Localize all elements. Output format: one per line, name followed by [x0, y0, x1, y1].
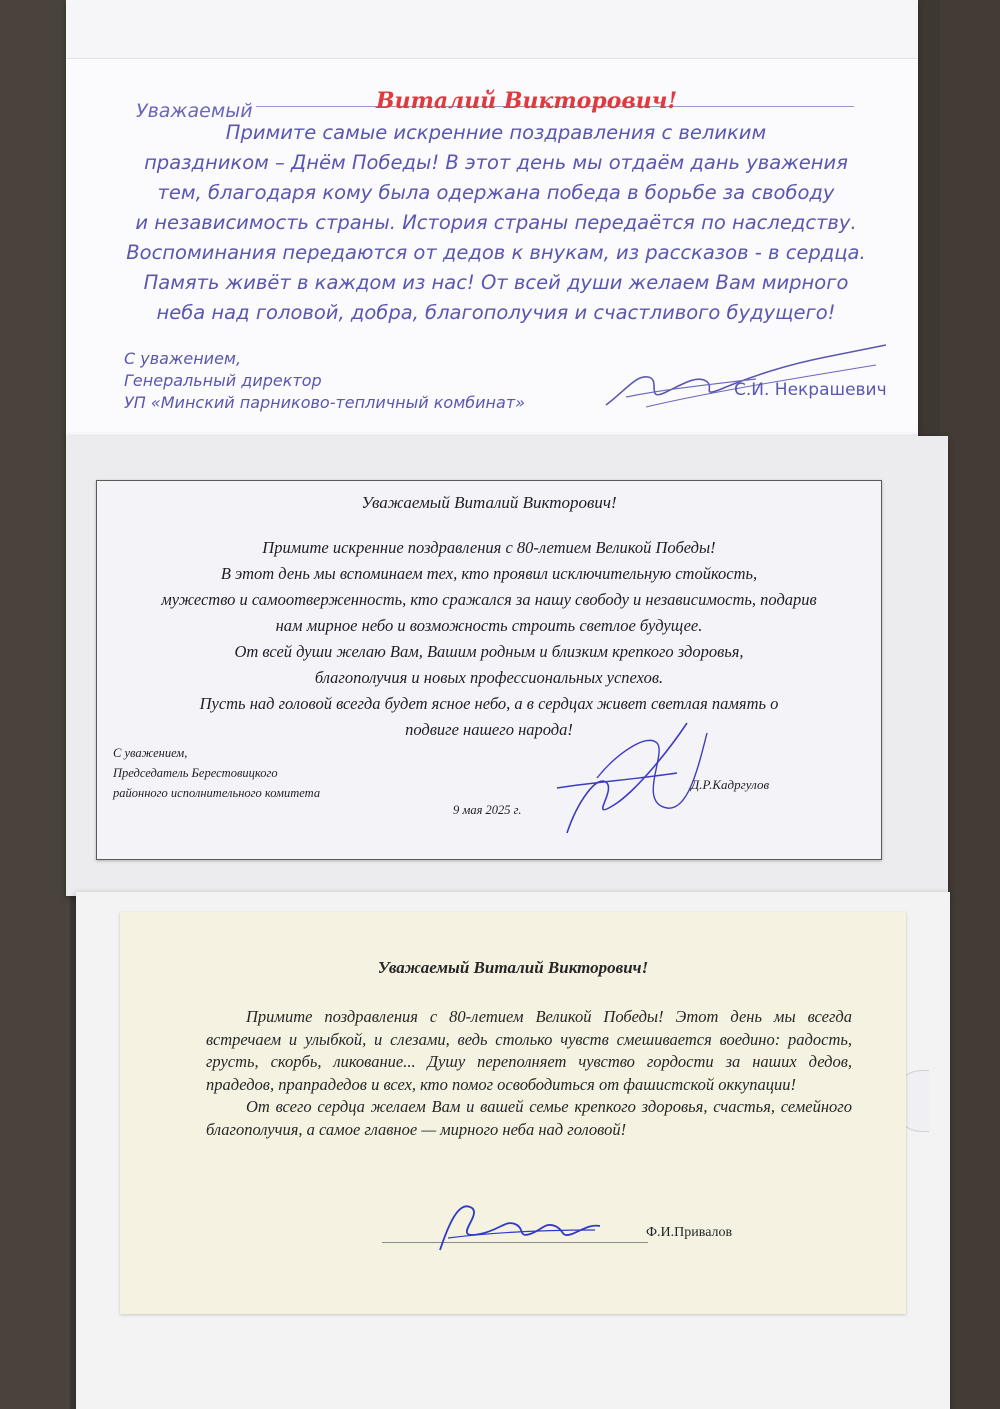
greeting-card-middle [96, 480, 882, 860]
sign-line: Генеральный директор [124, 371, 322, 390]
sign-line: районного исполнительного комитета [113, 786, 321, 800]
bottom-card-body [206, 1006, 852, 1141]
handwritten-signature-bottom [420, 1190, 610, 1268]
body-line: благополучия и новых профессиональных успехов. [314, 668, 664, 687]
body-line: Примите самые искренние поздравления с великим [225, 121, 767, 144]
body-line: Память живёт в каждом из нас! От всей души желаем Вам мирного [143, 271, 849, 294]
body-line: Пусть над головой всегда будет ясное небо, а в сердцах живет светлая память о [199, 694, 779, 713]
sign-line: Председатель Берестовицкого [113, 766, 278, 780]
sign-line: С уважением, [113, 746, 188, 760]
body-line: подвиге нашего народа! [405, 720, 573, 739]
middle-card-body [111, 535, 867, 743]
body-paragraph: От всего сердца желаем Вам и вашей семье крепкого здоровья, счастья, семейного благополучия, а самое главное — мирного неба над головой! [206, 1097, 852, 1139]
top-signer-name: С.И. Некрашевич [734, 380, 887, 400]
table-surface-left [0, 0, 70, 1409]
greeting-card-top [66, 0, 918, 438]
middle-card-date: 9 мая 2025 г. [453, 803, 522, 817]
card-fold-flap [66, 0, 918, 59]
body-line: тем, благодаря кому была одержана победа в борьбе за свободу [157, 181, 835, 204]
body-line: В этот день мы вспоминаем тех, кто проявил исключительную стойкость, [220, 564, 758, 583]
body-line: неба над головой, добра, благополучия и счастливого будущего! [156, 301, 836, 324]
top-sign-block [124, 348, 525, 414]
body-line: От всей души желаю Вам, Вашим родным и близким крепкого здоровья, [234, 642, 744, 661]
handwritten-signature-middle [527, 713, 717, 848]
recipient-name: Виталий Викторович! [376, 88, 678, 114]
bottom-card-title: Уважаемый Виталий Викторович! [377, 958, 649, 977]
top-card-body [116, 118, 876, 328]
greeting-card-bottom [120, 912, 906, 1314]
bottom-signer-name: Ф.И.Привалов [646, 1225, 733, 1240]
middle-sign-block [113, 743, 320, 803]
salutation-label: Уважаемый [136, 100, 253, 122]
body-line: Примите искренние поздравления с 80-летием Великой Победы! [262, 538, 716, 557]
middle-signer-name: Д.Р.Кадргулов [691, 777, 770, 792]
middle-card-title: Уважаемый Виталий Викторович! [361, 493, 617, 512]
sign-line: С уважением, [124, 349, 242, 368]
body-paragraph: Примите поздравления с 80-летием Великой Победы! Этот день мы всегда встречаем и улыбкой, и слезами, ведь столько чувств смешивается воедино: радость, грусть, скорбь, ликование... Душу переполняет чувство гордости за наших дедов, прадедов, прапрадедов и всех, кто помог освободиться от фашистской оккупации! [206, 1007, 852, 1094]
body-line: праздником – Днём Победы! В этот день мы отдаём дань уважения [144, 151, 848, 174]
sign-line: УП «Минский парниково-тепличный комбинат» [124, 393, 526, 412]
body-line: и независимость страны. История страны передаётся по наследству. [135, 211, 857, 234]
body-line: нам мирное небо и возможность строить светлое будущее. [275, 616, 703, 635]
body-line: Воспоминания передаются от дедов к внукам, из рассказов - в сердца. [126, 241, 866, 264]
body-line: мужество и самоотверженность, кто сражался за нашу свободу и независимость, подарив [161, 590, 817, 609]
